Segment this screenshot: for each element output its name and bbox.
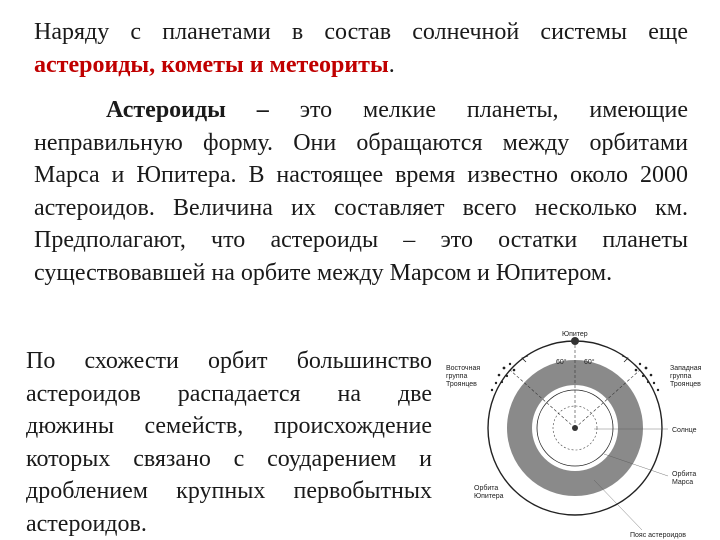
intro-text: Наряду с планетами в состав солнечной системы еще — [34, 19, 688, 45]
label-jupiter: Юпитер — [562, 331, 588, 338]
asteroid-belt-diagram — [444, 330, 716, 540]
asteroids-term: Астероиды — [106, 97, 226, 123]
label-asteroid-belt: Пояс астероидов — [630, 532, 686, 539]
intro-period: . — [388, 52, 395, 78]
west-trojans — [635, 363, 660, 391]
jupiter-planet — [571, 337, 579, 345]
intro-highlight: астероиды, кометы и метеориты — [34, 52, 389, 78]
families-paragraph: По схожести орбит большинство астероидов распадается на две дюжины семейств, происхождение которых связано с соударением и дроблением крупных первобытных астероидов. — [26, 348, 432, 537]
label-mars-orbit: Орбита Марса — [672, 471, 697, 486]
asteroids-paragraph — [34, 94, 688, 289]
label-sun: Солнце — [672, 427, 697, 434]
label-west-group: Западная группа Троянцев — [670, 365, 702, 388]
label-east-group: Восточная группа Троянцев — [446, 365, 481, 388]
asteroids-dash: – — [225, 97, 300, 123]
asteroids-body: это мелкие планеты, имеющие неправильную форму. Они обращаются между орбитами Марса и Юпитера. В настоящее время известно около 2000 астероидов. Величина их составляет всего несколько км. Предполагают, что астероиды – это остатки планеты существовавшей на орбите между Марсом и Юпитером. — [34, 97, 688, 286]
label-jupiter-orbit: Орбита Юпитера — [474, 485, 504, 500]
label-angle-left: 60° — [556, 359, 567, 366]
label-angle-right: 60° — [584, 359, 595, 366]
intro-paragraph — [34, 16, 688, 82]
east-trojans — [491, 363, 516, 391]
